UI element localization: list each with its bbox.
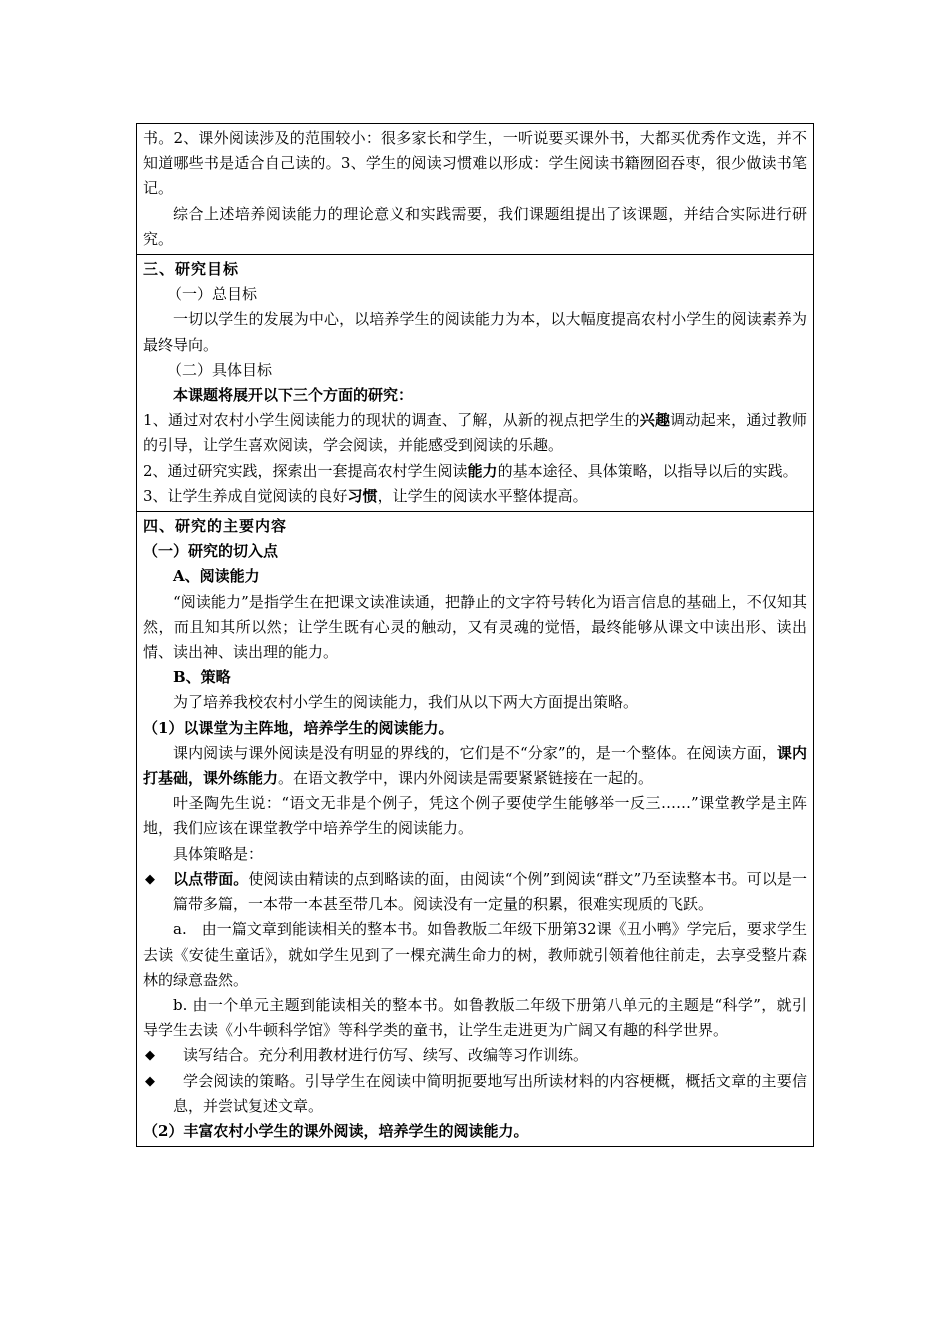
overall-goal-text: 一切以学生的发展为中心，以培养学生的阅读能力为本，以大幅度提高农村小学生的阅读素养为最终导向。 (143, 310, 807, 354)
bullet-point-3: ◆ 学会阅读的策略。引导学生在阅读中简明扼要地写出所读材料的内容梗概，概括文章的主要信息，并尝试复述文章。 (143, 1069, 807, 1119)
strategy-text: 为了培养我校农村小学生的阅读能力，我们从以下两大方面提出策略。 (173, 693, 639, 712)
intro-paragraph: 书。2、课外阅读涉及的范围较小：很多家长和学生，一听说要买课外书，大都买优秀作文选，并不知道哪些书是适合自己读的。3、学生的阅读习惯难以形成：学生阅读书籍囫囵吞枣，很少做读书笔记。 (143, 129, 807, 198)
strategy-lead: 具体策略是： (173, 844, 264, 863)
main-content-cell (136, 512, 814, 1147)
section-heading-goals: 三、研究目标 (143, 260, 240, 279)
reading-ability-title: A、阅读能力 (173, 567, 260, 586)
sub-point-a: a. 由一篇文章到能读相关的整本书。如鲁教版二年级下册第32课《丑小鸭》学完后，要求学生去读《安徒生童话》，就如学生见到了一棵充满生命力的树，教师就引领着他往前走，去享受整片森林的绿意盎然。 (143, 920, 807, 989)
sub-point-b: b. 由一个单元主题到能读相关的整本书。如鲁教版二年级下册第八单元的主题是“科学”，就引导学生去读《小牛顿科学馆》等科学类的童书，让学生走进更为广阔又有趣的科学世界。 (143, 995, 807, 1040)
reading-ability-text: “阅读能力”是指学生在把课文读准读通，把静止的文字符号转化为语言信息的基础上，不仅知其然，而且知其所以然；让学生既有心灵的触动，又有灵魂的觉悟，最终能够从课文中读出形、读出情、读出神、读出理的能力。 (143, 592, 807, 662)
bullet-point-2: ◆ 读写结合。充分利用教材进行仿写、续写、改编等习作训练。 (143, 1043, 807, 1068)
research-goals-cell (136, 255, 814, 512)
quote-paragraph: 叶圣陶先生说：“语文无非是个例子，凭这个例子要使学生能够举一反三……”课堂教学是主阵地，我们应该在课堂教学中培养学生的阅读能力。 (143, 794, 807, 838)
strategy-title: B、策略 (173, 668, 231, 687)
bullet-point-1: ◆ 以点带面。使阅读由精读的点到略读的面，由阅读“个例”到阅读“群文”乃至读整本书。可以是一篇带多篇，一本带一本甚至带几本。阅读没有一定量的积累，很难实现质的飞跃。 (143, 867, 807, 917)
research-lead: 本课题将展开以下三个方面的研究： (173, 386, 414, 405)
section-heading-content: 四、研究的主要内容 (143, 517, 288, 536)
classroom-text: 课内阅读与课外阅读是没有明显的界线的，它们是不“分家”的，是一个整体。在阅读方面，课内打基础，课外练能力。在语文教学中，课内外阅读是需要紧紧链接在一起的。 (143, 743, 807, 788)
overall-goal-title: （一）总目标 (167, 285, 258, 304)
classroom-title: （1）以课堂为主阵地，培养学生的阅读能力。 (143, 718, 454, 737)
goal-item-2: 2、通过研究实践，探索出一套提高农村学生阅读能力的基本途径、具体策略，以指导以后的实践。 (143, 461, 798, 480)
document-table (136, 123, 814, 1147)
diamond-bullet-icon: ◆ (145, 871, 155, 887)
specific-goal-title: （二）具体目标 (167, 360, 273, 379)
extracurricular-title: （2）丰富农村小学生的课外阅读，培养学生的阅读能力。 (143, 1121, 529, 1140)
goal-item-1: 1、通过对农村小学生阅读能力的现状的调查、了解，从新的视点把学生的兴趣调动起来，通过教师的引导，让学生喜欢阅读，学会阅读，并能感受到阅读的乐趣。 (143, 411, 807, 455)
diamond-bullet-icon: ◆ (145, 1073, 155, 1089)
summary-paragraph: 综合上述培养阅读能力的理论意义和实践需要，我们课题组提出了该课题，并结合实际进行研究。 (143, 204, 807, 248)
diamond-bullet-icon: ◆ (145, 1048, 155, 1064)
intro-cell (136, 123, 814, 255)
goal-item-3: 3、让学生养成自觉阅读的良好习惯，让学生的阅读水平整体提高。 (143, 486, 588, 505)
entry-point-title: （一）研究的切入点 (143, 542, 279, 561)
